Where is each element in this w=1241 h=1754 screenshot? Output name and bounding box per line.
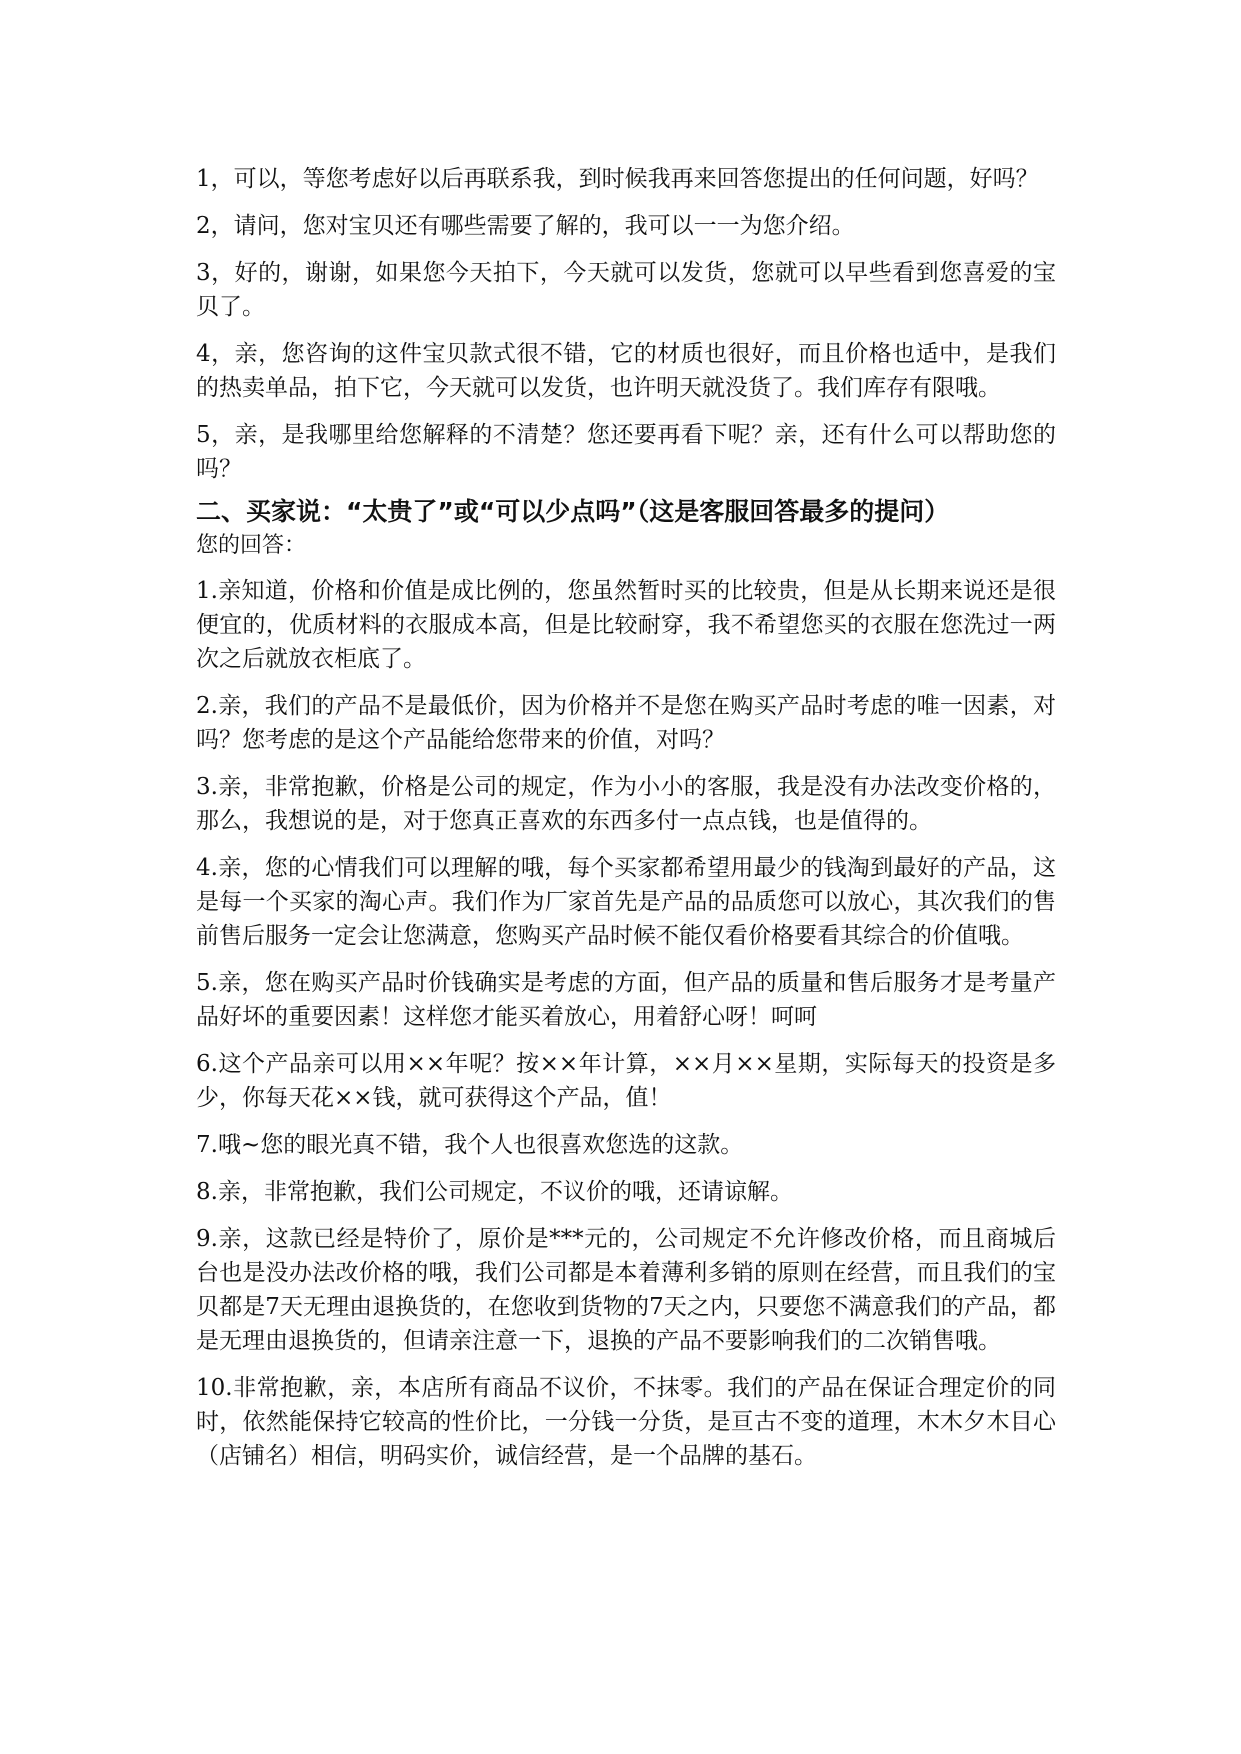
document-page bbox=[196, 162, 1056, 1486]
answer-paragraph-3: 3，好的，谢谢，如果您今天拍下，今天就可以发货，您就可以早些看到您喜爱的宝贝了。 bbox=[196, 260, 1056, 320]
price-answer-10: 10.非常抱歉，亲，本店所有商品不议价，不抹零。我们的产品在保证合理定价的同时，依然能保持它较高的性价比，一分钱一分货，是亘古不变的道理，木木夕木目心（店铺名）相信，明码实价，诚信经营，是一个品牌的基石。 bbox=[196, 1375, 1056, 1469]
price-answer-8: 8.亲，非常抱歉，我们公司规定，不议价的哦，还请谅解。 bbox=[196, 1179, 793, 1205]
price-answer-6: 6.这个产品亲可以用××年呢？按××年计算，××月××星期，实际每天的投资是多少，你每天花××钱，就可获得这个产品，值！ bbox=[196, 1051, 1056, 1111]
section-heading-2: 二、买家说：“太贵了”或“可以少点吗”（这是客服回答最多的提问） bbox=[196, 497, 950, 526]
section-subheading: 您的回答： bbox=[196, 533, 307, 558]
price-answer-3: 3.亲，非常抱歉，价格是公司的规定，作为小小的客服，我是没有办法改变价格的，那么，我想说的是，对于您真正喜欢的东西多付一点点钱，也是值得的。 bbox=[196, 774, 1056, 834]
answer-paragraph-4: 4，亲，您咨询的这件宝贝款式很不错，它的材质也很好，而且价格也适中，是我们的热卖单品，拍下它，今天就可以发货，也许明天就没货了。我们库存有限哦。 bbox=[196, 341, 1056, 401]
price-answer-7: 7.哦~您的眼光真不错，我个人也很喜欢您选的这款。 bbox=[196, 1132, 744, 1158]
price-answer-9: 9.亲，这款已经是特价了，原价是***元的，公司规定不允许修改价格，而且商城后台也是没办法改价格的哦，我们公司都是本着薄利多销的原则在经营，而且我们的宝贝都是7天无理由退换货的，在您收到货物的7天之内，只要您不满意我们的产品，都是无理由退换货的，但请亲注意一下，退换的产品不要影响我们的二次销售哦。 bbox=[196, 1226, 1056, 1354]
answer-paragraph-5: 5，亲，是我哪里给您解释的不清楚？您还要再看下呢？亲，还有什么可以帮助您的吗？ bbox=[196, 422, 1056, 482]
price-answer-1: 1.亲知道，价格和价值是成比例的，您虽然暂时买的比较贵，但是从长期来说还是很便宜的，优质材料的衣服成本高，但是比较耐穿，我不希望您买的衣服在您洗过一两次之后就放衣柜底了。 bbox=[196, 578, 1056, 672]
price-answer-5: 5.亲，您在购买产品时价钱确实是考虑的方面，但产品的质量和售后服务才是考量产品好坏的重要因素！这样您才能买着放心，用着舒心呀！呵呵 bbox=[196, 970, 1056, 1030]
answer-paragraph-2: 2，请问，您对宝贝还有哪些需要了解的，我可以一一为您介绍。 bbox=[196, 213, 855, 239]
price-answer-4: 4.亲，您的心情我们可以理解的哦，每个买家都希望用最少的钱淘到最好的产品，这是每一个买家的淘心声。我们作为厂家首先是产品的品质您可以放心，其次我们的售前售后服务一定会让您满意，您购买产品时候不能仅看价格要看其综合的价值哦。 bbox=[196, 855, 1056, 949]
price-answer-2: 2.亲，我们的产品不是最低价，因为价格并不是您在购买产品时考虑的唯一因素，对吗？您考虑的是这个产品能给您带来的价值，对吗？ bbox=[196, 693, 1056, 753]
answer-paragraph-1: 1，可以，等您考虑好以后再联系我，到时候我再来回答您提出的任何问题，好吗？ bbox=[196, 166, 1039, 192]
